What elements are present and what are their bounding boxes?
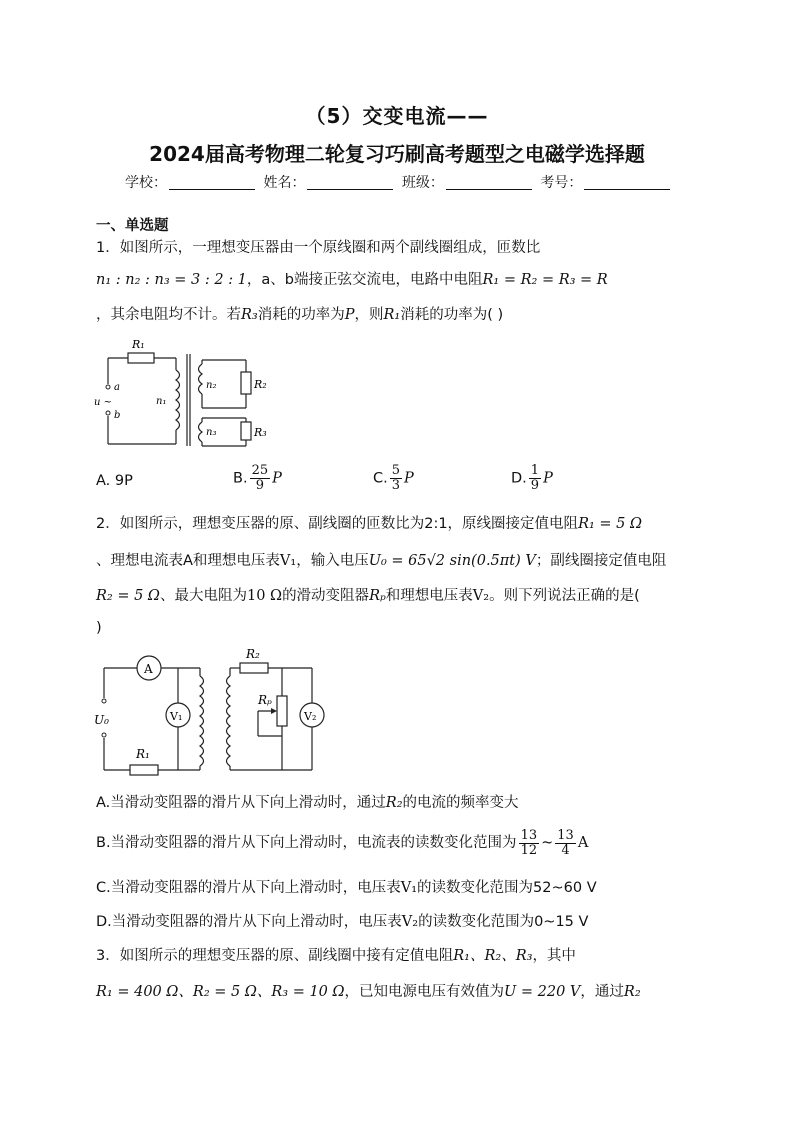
q1-d-den: 9	[530, 478, 540, 493]
q2-opt-a-text2: 的电流的频率变大	[402, 795, 519, 811]
q2-v1-label: V₁	[170, 710, 183, 723]
q2-b-num2: 13	[557, 827, 574, 843]
q3-text-1a: 3．如图所示的理想变压器的原、副线圈中接有定值电阻	[96, 948, 454, 964]
school-blank	[169, 189, 255, 190]
q3-u: U = 220 V	[504, 984, 581, 1000]
q2-text-2c: ；副线圈接定值电阻	[535, 553, 667, 569]
q2-b-num1: 13	[520, 827, 538, 843]
q1-text-b: 消耗的功率为	[257, 307, 345, 323]
q1-option-c[interactable]	[373, 464, 414, 493]
q1-b-num: 25	[251, 463, 269, 478]
q1-r3: R₃	[241, 307, 258, 323]
q2-text-3c: 和理想电压表	[385, 588, 473, 604]
q1-c-suffix: P	[404, 470, 414, 487]
q2-b-tilde: ~	[541, 835, 554, 851]
q1-text-c: ，则	[354, 307, 384, 323]
q2-line2	[96, 551, 666, 571]
q3-text-2b: ，通过	[580, 984, 624, 1000]
q2-v1: V₁	[279, 553, 297, 569]
q1-b-den: 9	[255, 478, 264, 493]
exam-no-blank	[584, 189, 670, 190]
class-blank	[446, 189, 532, 190]
q2-line3	[96, 586, 640, 606]
q2-opt-c-text: C.当滑动变阻器的滑片从下向上滑动时，电压表	[96, 880, 401, 896]
q2-option-c[interactable]	[96, 878, 597, 898]
q2-text-2a: 、理想电流表A和理想电压表	[96, 553, 280, 569]
q1-diagram-n3: n₃	[206, 427, 217, 438]
q2-opt-a-r2: R₂	[385, 795, 403, 811]
q2-opt-b-frac1	[519, 829, 540, 858]
q2-opt-a-text: A.当滑动变阻器的滑片从下向上滑动时，通过	[96, 795, 386, 811]
q1-diagram-r2: R₂	[254, 378, 267, 391]
q1-option-b-prefix: B.	[233, 470, 248, 487]
section-title: 一、单选题	[96, 218, 169, 234]
q2-rp: Rₚ	[369, 588, 386, 604]
q2-line1	[96, 514, 642, 534]
q2-r1-label: R₁	[136, 747, 150, 761]
q2-b-den2: 4	[561, 842, 570, 858]
q1-d-num: 1	[530, 463, 540, 478]
exam-no-label: 考号：	[540, 175, 583, 191]
q2-opt-c-v1: V₁	[400, 880, 418, 896]
name-label: 姓名：	[263, 175, 306, 191]
q1-line2	[96, 270, 608, 290]
name-blank	[307, 189, 393, 190]
q1-b-suffix: P	[272, 470, 282, 487]
q2-opt-d-text: D.当滑动变阻器的滑片从下向上滑动时，电压表	[96, 914, 402, 930]
q1-ratio: n₁ : n₂ : n₃ = 3 : 2 : 1	[96, 272, 247, 288]
class-label: 班级：	[401, 175, 444, 191]
q2-opt-d-text2: 的读数变化范围为0~15 V	[418, 914, 589, 930]
q1-line1: 1．如图所示，一理想变压器由一个原线圈和两个副线圈组成，匝数比	[96, 240, 541, 256]
q1-p: P	[344, 307, 355, 323]
q2-u0: U₀ = 65√2 sin(0.5πt) V	[368, 553, 536, 569]
q2-u0-label: U₀	[94, 713, 109, 727]
q1-c-num: 5	[391, 463, 401, 478]
q2-r1: R₁ = 5 Ω	[578, 516, 643, 532]
q2-r2: R₂ = 5 Ω	[96, 588, 160, 604]
q1-line2-mid: ，a、b端接正弦交流电，电路中电阻	[246, 272, 483, 288]
q1-circuit-diagram	[92, 332, 282, 450]
q2-text-2b: ，输入电压	[296, 553, 369, 569]
q1-option-b[interactable]	[233, 464, 282, 493]
q2-b-den1: 12	[520, 842, 538, 858]
q2-opt-b-text: B.当滑动变阻器的滑片从下向上滑动时，电流表的读数变化范围为	[96, 835, 517, 851]
q2-v2: V₂	[472, 588, 490, 604]
q1-diagram-a: a	[114, 382, 120, 393]
q2-rp-label: Rₚ	[258, 693, 272, 707]
q1-option-d-fraction	[529, 464, 541, 493]
q1-diagram-r1: R₁	[132, 338, 145, 351]
q2-option-d[interactable]	[96, 912, 588, 932]
page-subtitle: 2024届高考物理二轮复习巧刷高考题型之电磁学选择题	[149, 142, 645, 166]
q1-d-suffix: P	[543, 470, 553, 487]
q3-line1	[96, 946, 576, 966]
q2-text-1a: 2．如图所示，理想变压器的原、副线圈的匝数比为2:1，原线圈接定值电阻	[96, 516, 579, 532]
q3-line2	[96, 982, 641, 1002]
q3-text-1b: ，其中	[532, 948, 576, 964]
school-label: 学校：	[125, 175, 167, 191]
q2-opt-c-text2: 的读数变化范围为52~60 V	[417, 880, 597, 896]
page-title: （5）交变电流——	[305, 104, 489, 128]
q1-diagram-n1: n₁	[156, 396, 167, 407]
q1-resist: R₁ = R₂ = R₃ = R	[482, 272, 608, 288]
q1-text-d: 消耗的功率为( )	[400, 307, 504, 323]
q2-line4: )	[96, 620, 102, 636]
q2-opt-d-v2: V₂	[401, 914, 419, 930]
q2-option-b[interactable]	[96, 826, 588, 860]
q1-option-a[interactable]: A. 9P	[96, 473, 133, 489]
q1-c-den: 3	[391, 478, 401, 493]
q1-diagram-n2: n₂	[206, 380, 217, 391]
q1-option-d[interactable]	[511, 464, 553, 493]
q1-r1: R₁	[383, 307, 401, 323]
q1-diagram-u: u ~	[94, 397, 112, 408]
q2-ammeter-label: A	[144, 662, 153, 676]
q2-text-3a: 、最大电阻为	[159, 588, 247, 604]
q1-option-d-prefix: D.	[511, 470, 527, 487]
q2-option-a[interactable]	[96, 793, 519, 813]
q3-r2: R₂	[623, 984, 641, 1000]
q2-v2-label: V₂	[304, 710, 317, 723]
q1-option-c-prefix: C.	[373, 470, 388, 487]
q1-line3	[96, 305, 503, 325]
q3-values: R₁ = 400 Ω、R₂ = 5 Ω、R₃ = 10 Ω	[96, 984, 345, 1000]
q3-resistors: R₁、R₂、R₃	[453, 948, 533, 964]
q2-r2-label: R₂	[246, 647, 260, 661]
q1-option-b-fraction	[250, 464, 271, 493]
q2-b-unit: A	[577, 835, 589, 851]
q1-diagram-b: b	[114, 410, 121, 421]
q2-10ohm: 10 Ω	[246, 588, 283, 604]
q2-text-3d: 。则下列说法正确的是(	[489, 588, 640, 604]
student-info-row	[125, 172, 674, 192]
q2-opt-b-frac2	[555, 829, 576, 858]
q1-option-c-fraction	[390, 464, 402, 493]
q2-circuit-diagram	[92, 644, 332, 778]
q1-text-a: ，其余电阻均不计。若	[96, 307, 241, 323]
q1-diagram-r3: R₃	[254, 426, 267, 439]
q2-text-3b: 的滑动变阻器	[282, 588, 370, 604]
q3-text-2a: ，已知电源电压有效值为	[344, 984, 505, 1000]
